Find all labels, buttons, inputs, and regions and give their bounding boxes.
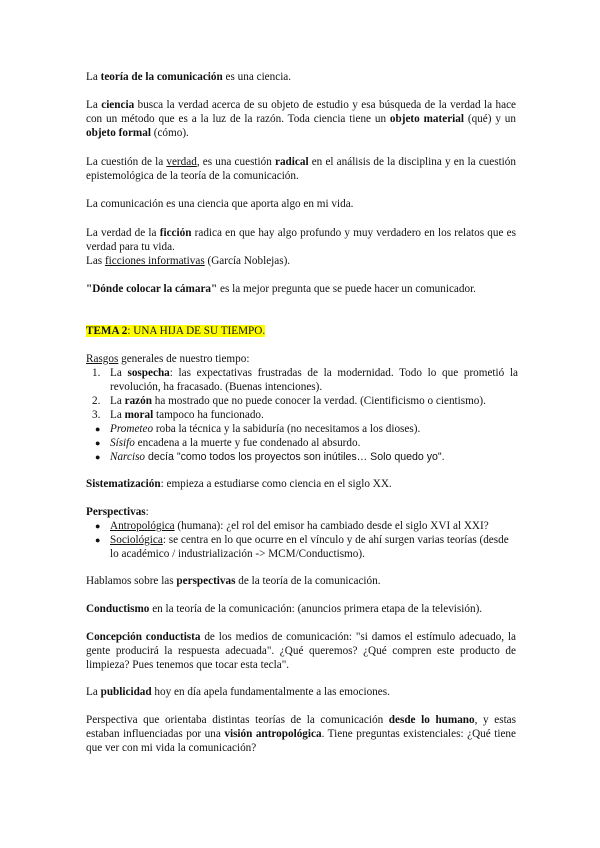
text-run: La: [110, 395, 125, 407]
italic-term-prometeo: Prometeo: [110, 423, 154, 435]
italic-term-narciso: Narciso: [110, 451, 146, 463]
bold-term-objeto-formal: objeto formal: [86, 127, 151, 139]
paragraph-sistematizacion: [86, 477, 516, 491]
bold-term-sistematizacion: Sistematización: [86, 478, 161, 490]
paragraph-publicidad: [86, 685, 516, 699]
bold-term-ciencia: ciencia: [101, 99, 135, 111]
text-run: encadena a la muerte y fue condenado al absurdo.: [134, 437, 361, 449]
italic-term-sisifo: Sísifo: [110, 437, 135, 449]
bold-term-razon: razón: [124, 395, 152, 407]
bullet-icon: ●: [95, 424, 101, 434]
list-number: 3.: [92, 409, 101, 421]
list-number: 2.: [92, 395, 101, 407]
bold-term-concepcion: Concepción conductista: [86, 631, 201, 643]
paragraph-perspectiva-final: [86, 713, 516, 755]
list-rasgos: [86, 366, 518, 464]
bullet-icon: ●: [95, 535, 101, 545]
list-item: [86, 366, 518, 394]
underlined-term-rasgos: Rasgos: [86, 353, 119, 365]
text-run: decía "como todos los proyectos son inútiles… Solo quedo yo".: [145, 451, 445, 463]
text-run: La verdad de la: [86, 227, 160, 239]
text-run: La: [110, 367, 128, 379]
paragraph-camara: [86, 282, 516, 296]
text-run: generales de nuestro tiempo:: [118, 353, 250, 365]
text-run: (qué) y un: [464, 113, 516, 125]
list-item: [86, 408, 518, 422]
text-run: La: [86, 71, 101, 83]
text-run: : se centra en lo que ocurre en el vínculo y de ahí surgen varias teorías (desde lo académico / industrialización -> MCM/Conductismo).: [110, 534, 509, 560]
paragraph-teoria: [86, 70, 516, 84]
text-run: de los medios de comunicación: "si damos el estímulo adecuado, la gente producirá la respuesta adecuada". ¿Qué queremos? ¿Qué compren este producto de limpieza? Pues tenemos que tocar esta tecla".: [86, 631, 516, 671]
list-item: [86, 422, 518, 436]
paragraph-hablamos: [86, 574, 516, 588]
text-run: es una ciencia.: [222, 71, 292, 83]
text-run: La: [86, 99, 102, 111]
text-run: busca la verdad acerca de su objeto de estudio y esa búsqueda de la verdad la hace con un método que es a la luz de la razón. Toda ciencia tiene un: [86, 99, 516, 125]
bold-term-publicidad: publicidad: [100, 686, 152, 698]
text-run: La: [110, 409, 125, 421]
bold-term-sospecha: sospecha: [127, 367, 170, 379]
text-run: (cómo).: [150, 127, 189, 139]
underlined-term-ficciones: ficciones informativas: [104, 255, 205, 267]
text-run: :: [145, 506, 149, 518]
bullet-icon: ●: [95, 521, 101, 531]
paragraph-rasgos: [86, 352, 516, 366]
text-run: La cuestión de la: [86, 156, 167, 168]
text-run: tampoco ha funcionado.: [153, 409, 264, 421]
paragraph-ciencia: [86, 98, 516, 140]
underlined-term-antropologica: Antropológica: [110, 520, 175, 532]
text-run: La: [86, 686, 101, 698]
text-run: , es una cuestión: [196, 156, 275, 168]
text-run: . Tiene preguntas existenciales: ¿Qué tiene que ver con mi vida la comunicación?: [86, 728, 516, 754]
bold-term-vision-antropologica: visión antropológica: [224, 728, 322, 740]
bold-term-desde-lo-humano: desde lo humano: [388, 714, 475, 726]
bold-term-conductismo: Conductismo: [86, 603, 150, 615]
text-run: : empieza a estudiarse como ciencia en el siglo XX.: [160, 478, 392, 490]
underlined-term-sociologica: Sociológica: [110, 534, 163, 546]
list-item: [86, 436, 518, 450]
list-item: [86, 519, 518, 533]
underlined-term-verdad: verdad: [166, 156, 197, 168]
bold-quote-camara: "Dónde colocar la cámara": [86, 283, 218, 295]
list-number: 1.: [92, 367, 101, 379]
text-run: Las: [86, 255, 105, 267]
list-item: [86, 450, 518, 464]
paragraph-comunicacion: La comunicación es una ciencia que aporta algo en mi vida.: [86, 198, 354, 210]
text-run: , y estas estaban influenciadas por una: [86, 714, 516, 740]
bullet-icon: ●: [95, 452, 101, 462]
bold-term-ficcion: ficción: [159, 227, 192, 239]
text-run: hoy en día apela fundamentalmente a las emociones.: [151, 686, 390, 698]
text-run: (humana): ¿el rol del emisor ha cambiado desde el siglo XVI al XXI?: [174, 520, 489, 532]
heading-perspectivas: [86, 505, 516, 519]
bold-term-moral: moral: [124, 409, 154, 421]
paragraph-conductismo: [86, 602, 516, 616]
bold-term-radical: radical: [275, 156, 309, 168]
bold-term-objeto-material: objeto material: [389, 113, 464, 125]
bold-term-perspectivas: perspectivas: [176, 575, 236, 587]
bold-term-perspectivas: Perspectivas: [86, 506, 146, 518]
text-run: (García Noblejas).: [204, 255, 291, 267]
bullet-icon: ●: [95, 438, 101, 448]
bold-tema-label: TEMA 2: [86, 325, 128, 337]
text-run: Perspectiva que orientaba distintas teorías de la comunicación: [86, 714, 389, 726]
text-run: en la teoría de la comunicación: (anuncios primera etapa de la televisión).: [149, 603, 483, 615]
bold-term-teoria: teoría de la comunicación: [100, 71, 223, 83]
list-perspectivas: [86, 519, 518, 561]
list-item: [86, 394, 518, 408]
text-run: de la teoría de la comunicación.: [235, 575, 381, 587]
text-run: Hablamos sobre las: [86, 575, 177, 587]
paragraph-ficcion: [86, 226, 516, 268]
heading-tema-2: [86, 324, 516, 338]
text-run: es la mejor pregunta que se puede hacer un comunicador.: [217, 283, 476, 295]
highlight-tema-2: [86, 325, 265, 337]
text-run: ha mostrado que no puede conocer la verdad. (Cientificismo o cientismo).: [151, 395, 486, 407]
text-run: radica en que hay algo profundo y muy verdadero en los relatos que es verdad para tu vida.: [86, 227, 516, 253]
paragraph-concepcion: [86, 630, 516, 672]
text-run: en el análisis de la disciplina y en la cuestión epistemológica de la teoría de la comunicación.: [86, 156, 516, 182]
list-item: [86, 533, 518, 561]
text-run: : las expectativas frustradas de la modernidad. Todo lo que prometió la revolución, ha fracasado. (Buenas intenciones).: [110, 367, 518, 393]
text-run: : UNA HIJA DE SU TIEMPO.: [127, 325, 266, 337]
text-run: roba la técnica y la sabiduría (no necesitamos a los dioses).: [153, 423, 421, 435]
paragraph-verdad: [86, 155, 516, 183]
